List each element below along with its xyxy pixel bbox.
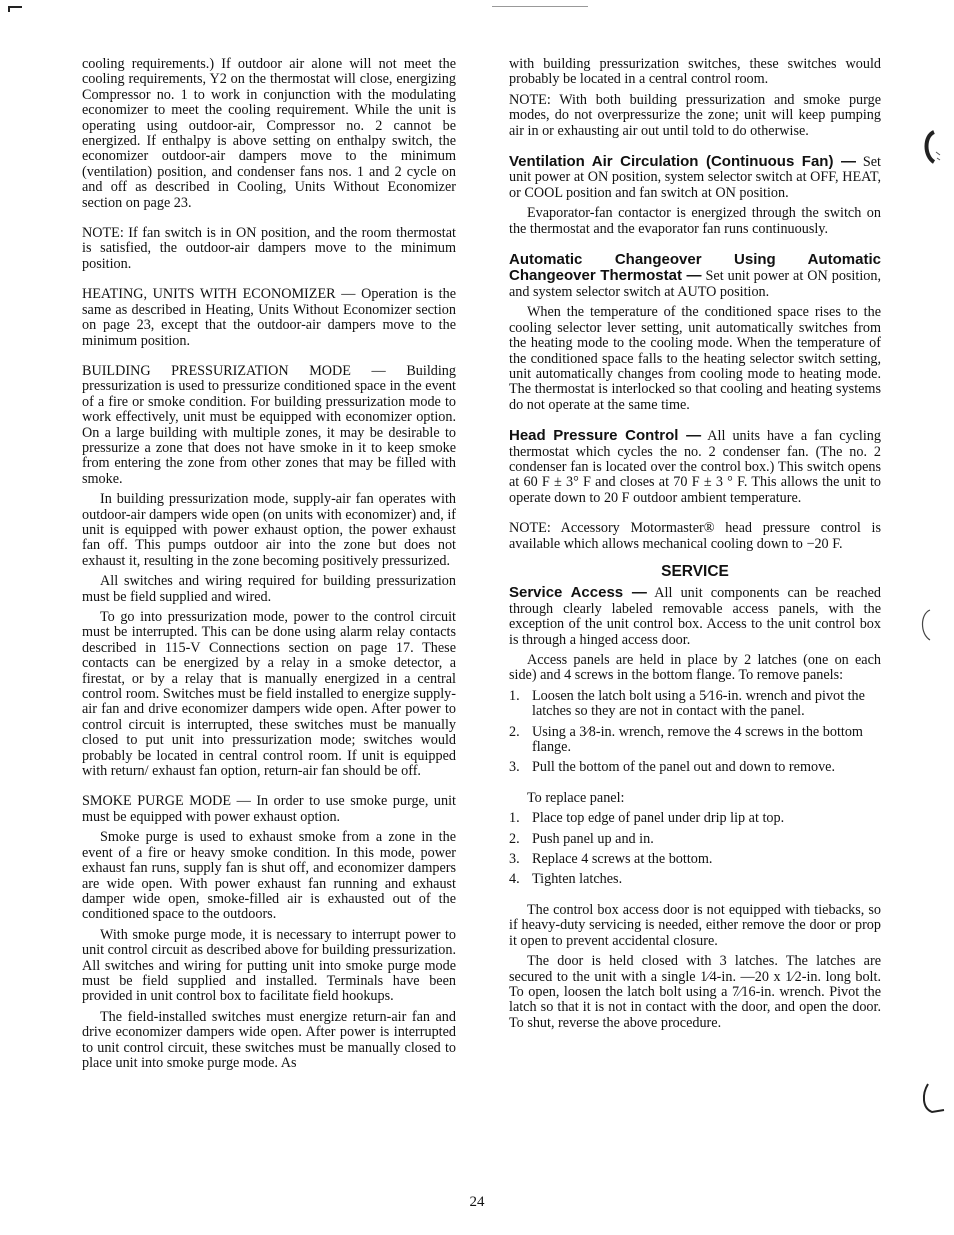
remove-step [509,760,881,775]
binding-hole-mark [920,128,944,168]
heading-automatic-changeover: Automatic Changeover Using Automatic Changeover Thermostat — [509,251,881,285]
paragraph: Smoke purge is used to exhaust smoke from a zone in the event of a fire or heavy smoke condition. In this mode, power exhaust fan runs, supply fan is shut off, and economizer dampers are wide open. With power exhaust fan running and exhaust damper wide open, smoke-filled air is exhausted out of the conditioned space to the outdoors. [82,829,456,923]
note-paragraph: NOTE: If fan switch is in ON position, and the room thermostat is satisfied, the outdoor-air dampers move to the minimum position. [82,225,456,272]
replace-step [509,811,881,826]
step-number: 3. [509,851,520,868]
paragraph: In building pressurization mode, supply-air fan operates with outdoor-air dampers wide open (on units with economizer) and, if unit is equipped with power exhaust option, the power exhaust fan off. This pumps outdoor air into the zone but does not exhaust it, resulting in the zone becoming positively pressurized. [82,491,457,569]
step-text: Tighten latches. [532,871,623,888]
paragraph: Ventilation Air Circulation (Continuous Fan) — Set unit power at ON position, system selector switch at OFF, HEAT, or COOL position and fan switch at ON position. [509,153,881,201]
note-paragraph: NOTE: With both building pressurization and smoke purge modes, do not overpressurize the zone; unit will keep pumping air in or exhausting air out until told to do otherwise. [509,91,881,139]
step-text: Replace 4 screws at the bottom. [532,851,713,868]
remove-steps-list [509,689,881,776]
paragraph: Evaporator-fan contactor is energized through the switch on the thermostat and the evaporator fan runs continuously. [509,205,881,237]
section-title: SERVICE [661,562,729,580]
paragraph: With smoke purge mode, it is necessary to interrupt power to unit control circuit as described above for building pressurization. All switches and wiring for putting unit into smoke purge mode must be field supplied and installed. Terminals have been provided in unit control box to facilitate field hookups. [82,926,456,1005]
heading-service-access: Service Access — [509,584,647,602]
remove-step [509,725,881,756]
replace-step [509,832,881,847]
step-number: 2. [509,723,520,740]
page-number: 24 [469,1194,485,1210]
step-number: 1. [509,687,520,704]
step-text: Loosen the latch bolt using a 5⁄16-in. wrench and pivot the latches so they are not in contact with the panel. [532,687,865,720]
paragraph: Automatic Changeover Using Automatic Changeover Thermostat — Set unit power at ON position, and system selector switch at AUTO position. [509,251,881,300]
right-column [509,57,881,1036]
replace-steps-list [509,811,881,888]
step-text: Pull the bottom of the panel out and down to remove. [532,759,836,776]
paragraph: BUILDING PRESSURIZATION MODE — Building pressurization is used to pressurize conditioned space in the event of a fire or smoke condition. For building pressurization mode to work effectively, unit must be equipped with economizer option. On a large building with multiple zones, it may be desirable to pressurize a zone that does not have smoke in it to keep smoke from entering the zone from other zones that may be filled with smoke. [82,362,456,487]
paragraph: cooling requirements.) If outdoor air alone will not meet the cooling requirements, Y2 on the thermostat will close, energizing Compressor no. 1 to work in conjunction with the modulating economizer to meet the cooling requirement. While the unit is operating using outdoor-air, Compressor no. 2 cannot be energized. If enthalpy is above setting on enthalpy switch, the economizer outdoor-air dampers move to the minimum (ventilation) position, and condenser fans nos. 1 and 2 cycle on and off as described in Cooling, Units Without Economizer section on page 23. [82,56,456,211]
paragraph: HEATING, UNITS WITH ECONOMIZER — Operation is the same as described in Heating, Units Without Economizer section on page 23, except that the outdoor-air dampers move to the minimum position. [82,286,456,349]
note-paragraph: NOTE: Accessory Motormaster® head pressure control is available which allows mechanical cooling down to −20 F. [509,520,881,552]
left-column [82,57,456,1076]
step-text: Push panel up and in. [532,830,654,847]
step-number: 3. [509,759,520,776]
binding-hole-mark [918,1080,946,1118]
paragraph: The door is held closed with 3 latches. The latches are secured to the unit with a single 1⁄4-in. —20 x 1⁄2-in. long bolt. To open, loosen the latch bolt using a 7⁄16-in. wrench. Pivot the latch so that it is not in contact with the door, and open the door. To shut, reverse the above procedure. [509,953,881,1031]
step-text: Place top edge of panel under drip lip at top. [532,810,785,827]
replace-step [509,872,881,887]
paragraph: Service Access — All unit components can be reached through clearly labeled removable access panels, with the exception of the unit control box. Access to the unit control box is through a hinged access door. [509,584,881,648]
binding-hole-mark [916,606,940,646]
replace-step [509,852,881,867]
step-number: 4. [509,871,520,888]
step-text: Using a 3⁄8-in. wrench, remove the 4 screws in the bottom flange. [532,723,863,756]
heading-head-pressure: Head Pressure Control — [509,427,702,445]
paragraph: Access panels are held in place by 2 latches (one on each side) and 4 screws in the bottom flange. To remove panels: [509,652,881,684]
heading-ventilation: Ventilation Air Circulation (Continuous Fan) — [509,153,856,171]
paragraph: with building pressurization switches, these switches would probably be located in a central control room. [509,56,881,88]
step-number: 2. [509,830,520,847]
paragraph: When the temperature of the conditioned space rises to the cooling selector lever setting, unit automatically switches from the heating mode to the cooling mode. When the temperature of the conditioned space falls to the heating selector switch setting, unit automatically changes from cooling mode to heating mode. The thermostat is interlocked so that cooling and heating systems do not operate at the same time. [509,304,881,413]
paragraph: The control box access door is not equipped with tiebacks, so if heavy-duty servicing is needed, either remove the door or prop it open to prevent accidental closure. [509,901,881,949]
paragraph: The field-installed switches must energize return-air fan and drive economizer dampers wide open. After power is interrupted to unit control circuit, these switches must be manually closed to place unit into smoke purge mode. As [82,1008,456,1071]
paragraph: To go into pressurization mode, power to the control circuit must be interrupted. This can be done using alarm relay contacts described in 115-V Connections section on page 17. These contacts can be energized by a relay in a smoke detector, a firestat, or by a relay that is manually energized in a central control room. Switches must be field installed to energize supply-air fan and drive economizer dampers wide open. After power to control circuit is interrupted, these switches must be manually closed to put unit into pressurization mode; switches would probably be located in central control room. If unit is equipped with return/ exhaust fan option, return-air fan should be off. [82,609,456,780]
remove-step [509,689,881,720]
paragraph: SMOKE PURGE MODE — In order to use smoke purge, unit must be equipped with power exhaust option. [82,793,456,825]
paragraph: All switches and wiring required for building pressurization must be field supplied and wired. [82,573,456,605]
step-number: 1. [509,810,520,827]
top-rule [492,6,588,7]
corner-mark-vertical [8,6,10,12]
paragraph: To replace panel: [527,789,625,806]
paragraph: Head Pressure Control — All units have a fan cycling thermostat which cycles the no. 2 condenser fan. (The no. 2 condenser fan is located over the control box.) This switch opens at 60 F ± 3° F and closes at 70 F ± 3 ° F. This allows the unit to operate down to 20 F outdoor ambient temperature. [509,427,881,506]
corner-mark [8,6,22,8]
